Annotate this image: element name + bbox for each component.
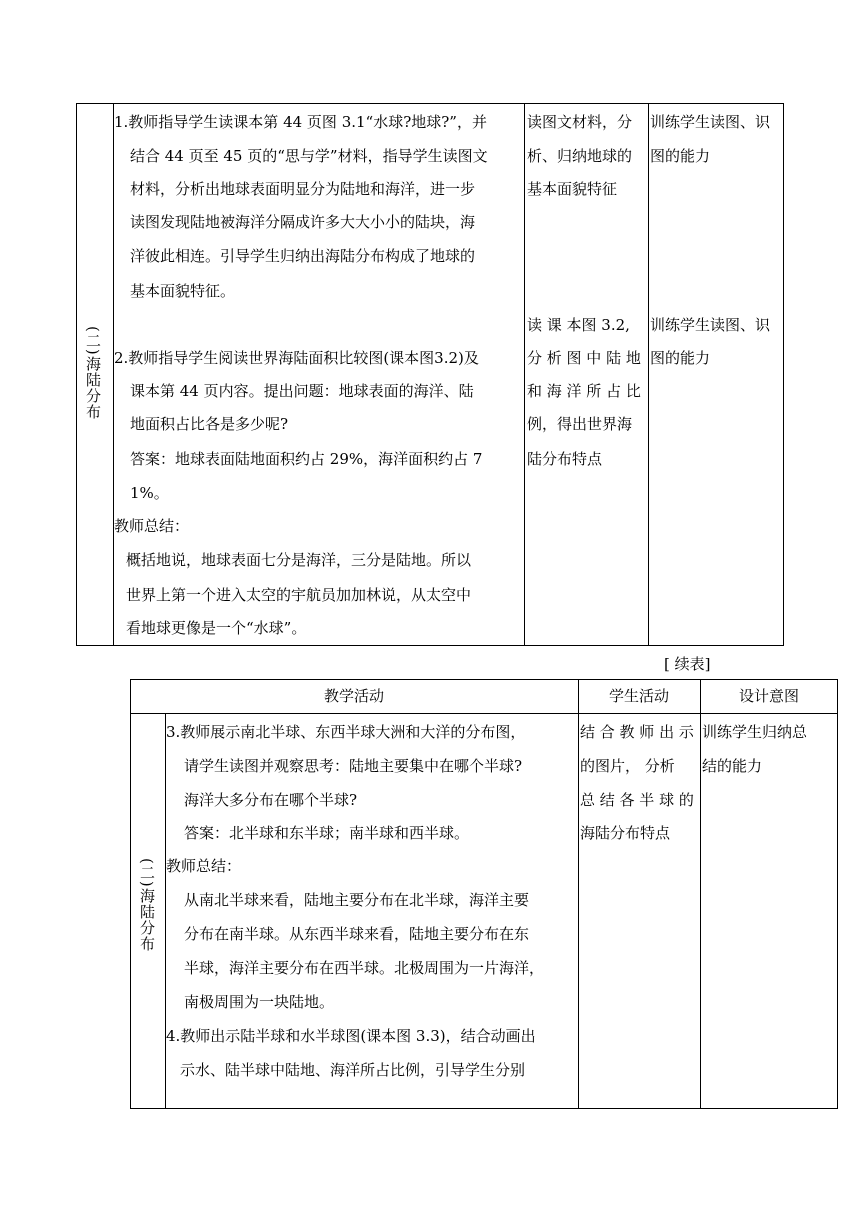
activity-line: 请学生读图并观察思考：陆地主要集中在哪个半球?	[184, 757, 523, 775]
activity-line: 半球，海洋主要分布在西半球。北极周围为一片海洋，	[184, 959, 545, 977]
activity-line: 材料，分析出地球表面明显分为陆地和海洋，进一步	[130, 180, 476, 198]
student-activity-line: 分 析 图 中 陆 地	[527, 349, 641, 367]
activity-line: 2.教师指导学生阅读世界海陆面积比较图(课本图3.2)及	[114, 349, 479, 367]
section-label: (二)海陆分布	[84, 326, 102, 420]
activity-line: 3.教师展示南北半球、东西半球大洲和大洋的分布图，	[166, 723, 526, 741]
activity-line: 1%。	[130, 484, 169, 502]
header-design-intent: 设计意图	[738, 687, 799, 705]
student-activity-line: 总 结 各 半 球 的	[580, 791, 694, 809]
design-intent-line: 图的能力	[650, 349, 711, 367]
student-activity-line: 例，得出世界海	[527, 415, 633, 433]
student-activity-line: 陆分布特点	[527, 450, 603, 468]
column-divider	[165, 713, 166, 1108]
activity-line: 结合 44 页至 45 页的“思与学”材料，指导学生读图文	[130, 147, 488, 165]
activity-line: 1.教师指导学生读课本第 44 页图 3.1“水球?地球?”，并	[114, 113, 487, 131]
design-intent-line: 结的能力	[702, 757, 763, 775]
activity-line: 海洋大多分布在哪个半球?	[184, 791, 358, 809]
activity-line: 4.教师出示陆半球和水半球图(课本图 3.3)，结合动画出	[166, 1027, 536, 1045]
header-teaching-activity: 教学活动	[323, 687, 384, 705]
activity-line: 课本第 44 页内容。提出问题：地球表面的海洋、陆	[130, 382, 474, 400]
design-intent-line: 图的能力	[650, 147, 711, 165]
activity-line: 看地球更像是一个“水球”。	[126, 619, 307, 637]
column-divider	[578, 680, 579, 1108]
design-intent-line: 训练学生归纳总	[702, 723, 808, 741]
column-divider	[524, 104, 525, 645]
continued-table-label: [ 续表]	[664, 655, 711, 673]
column-divider	[700, 680, 701, 1108]
activity-line: 答案：地球表面陆地面积约占 29%，海洋面积约占 7	[130, 450, 483, 468]
student-activity-line: 和 海 洋 所 占 比	[527, 382, 641, 400]
activity-line: 示水、陆半球中陆地、海洋所占比例，引导学生分别	[180, 1061, 526, 1079]
column-divider	[113, 104, 114, 645]
activity-line: 洋彼此相连。引导学生归纳出海陆分布构成了地球的	[130, 247, 476, 265]
student-activity-line: 结 合 教 师 出 示	[580, 723, 694, 741]
activity-line: 南极周围为一块陆地。	[184, 993, 335, 1011]
student-activity-line: 析、归纳地球的	[527, 147, 633, 165]
student-activity-line: 基本面貌特征	[527, 180, 618, 198]
header-student-activity: 学生活动	[608, 687, 669, 705]
header-divider	[131, 713, 837, 714]
student-activity-line: 的图片， 分析	[580, 757, 675, 775]
column-divider	[648, 104, 649, 645]
activity-line: 从南北半球来看，陆地主要分布在北半球，海洋主要	[184, 891, 530, 909]
activity-line: 基本面貌特征。	[130, 282, 236, 300]
design-intent-line: 训练学生读图、识	[650, 113, 771, 131]
student-activity-line: 海陆分布特点	[580, 824, 671, 842]
student-activity-line: 读图文材料，分	[527, 113, 633, 131]
activity-line: 教师总结：	[114, 517, 190, 535]
activity-line: 地面积占比各是多少呢?	[130, 415, 289, 433]
activity-line: 世界上第一个进入太空的宇航员加加林说，从太空中	[126, 586, 472, 604]
design-intent-line: 训练学生读图、识	[650, 316, 771, 334]
activity-line: 读图发现陆地被海洋分隔成许多大大小小的陆块，海	[130, 213, 476, 231]
section-label: (二)海陆分布	[138, 858, 156, 952]
activity-line: 答案：北半球和东半球；南半球和西半球。	[184, 824, 470, 842]
activity-line: 概括地说，地球表面七分是海洋，三分是陆地。所以	[126, 551, 472, 569]
activity-line: 分布在南半球。从东西半球来看，陆地主要分布在东	[184, 925, 530, 943]
activity-line: 教师总结：	[166, 857, 242, 875]
student-activity-line: 读 课 本图 3.2,	[527, 316, 630, 334]
